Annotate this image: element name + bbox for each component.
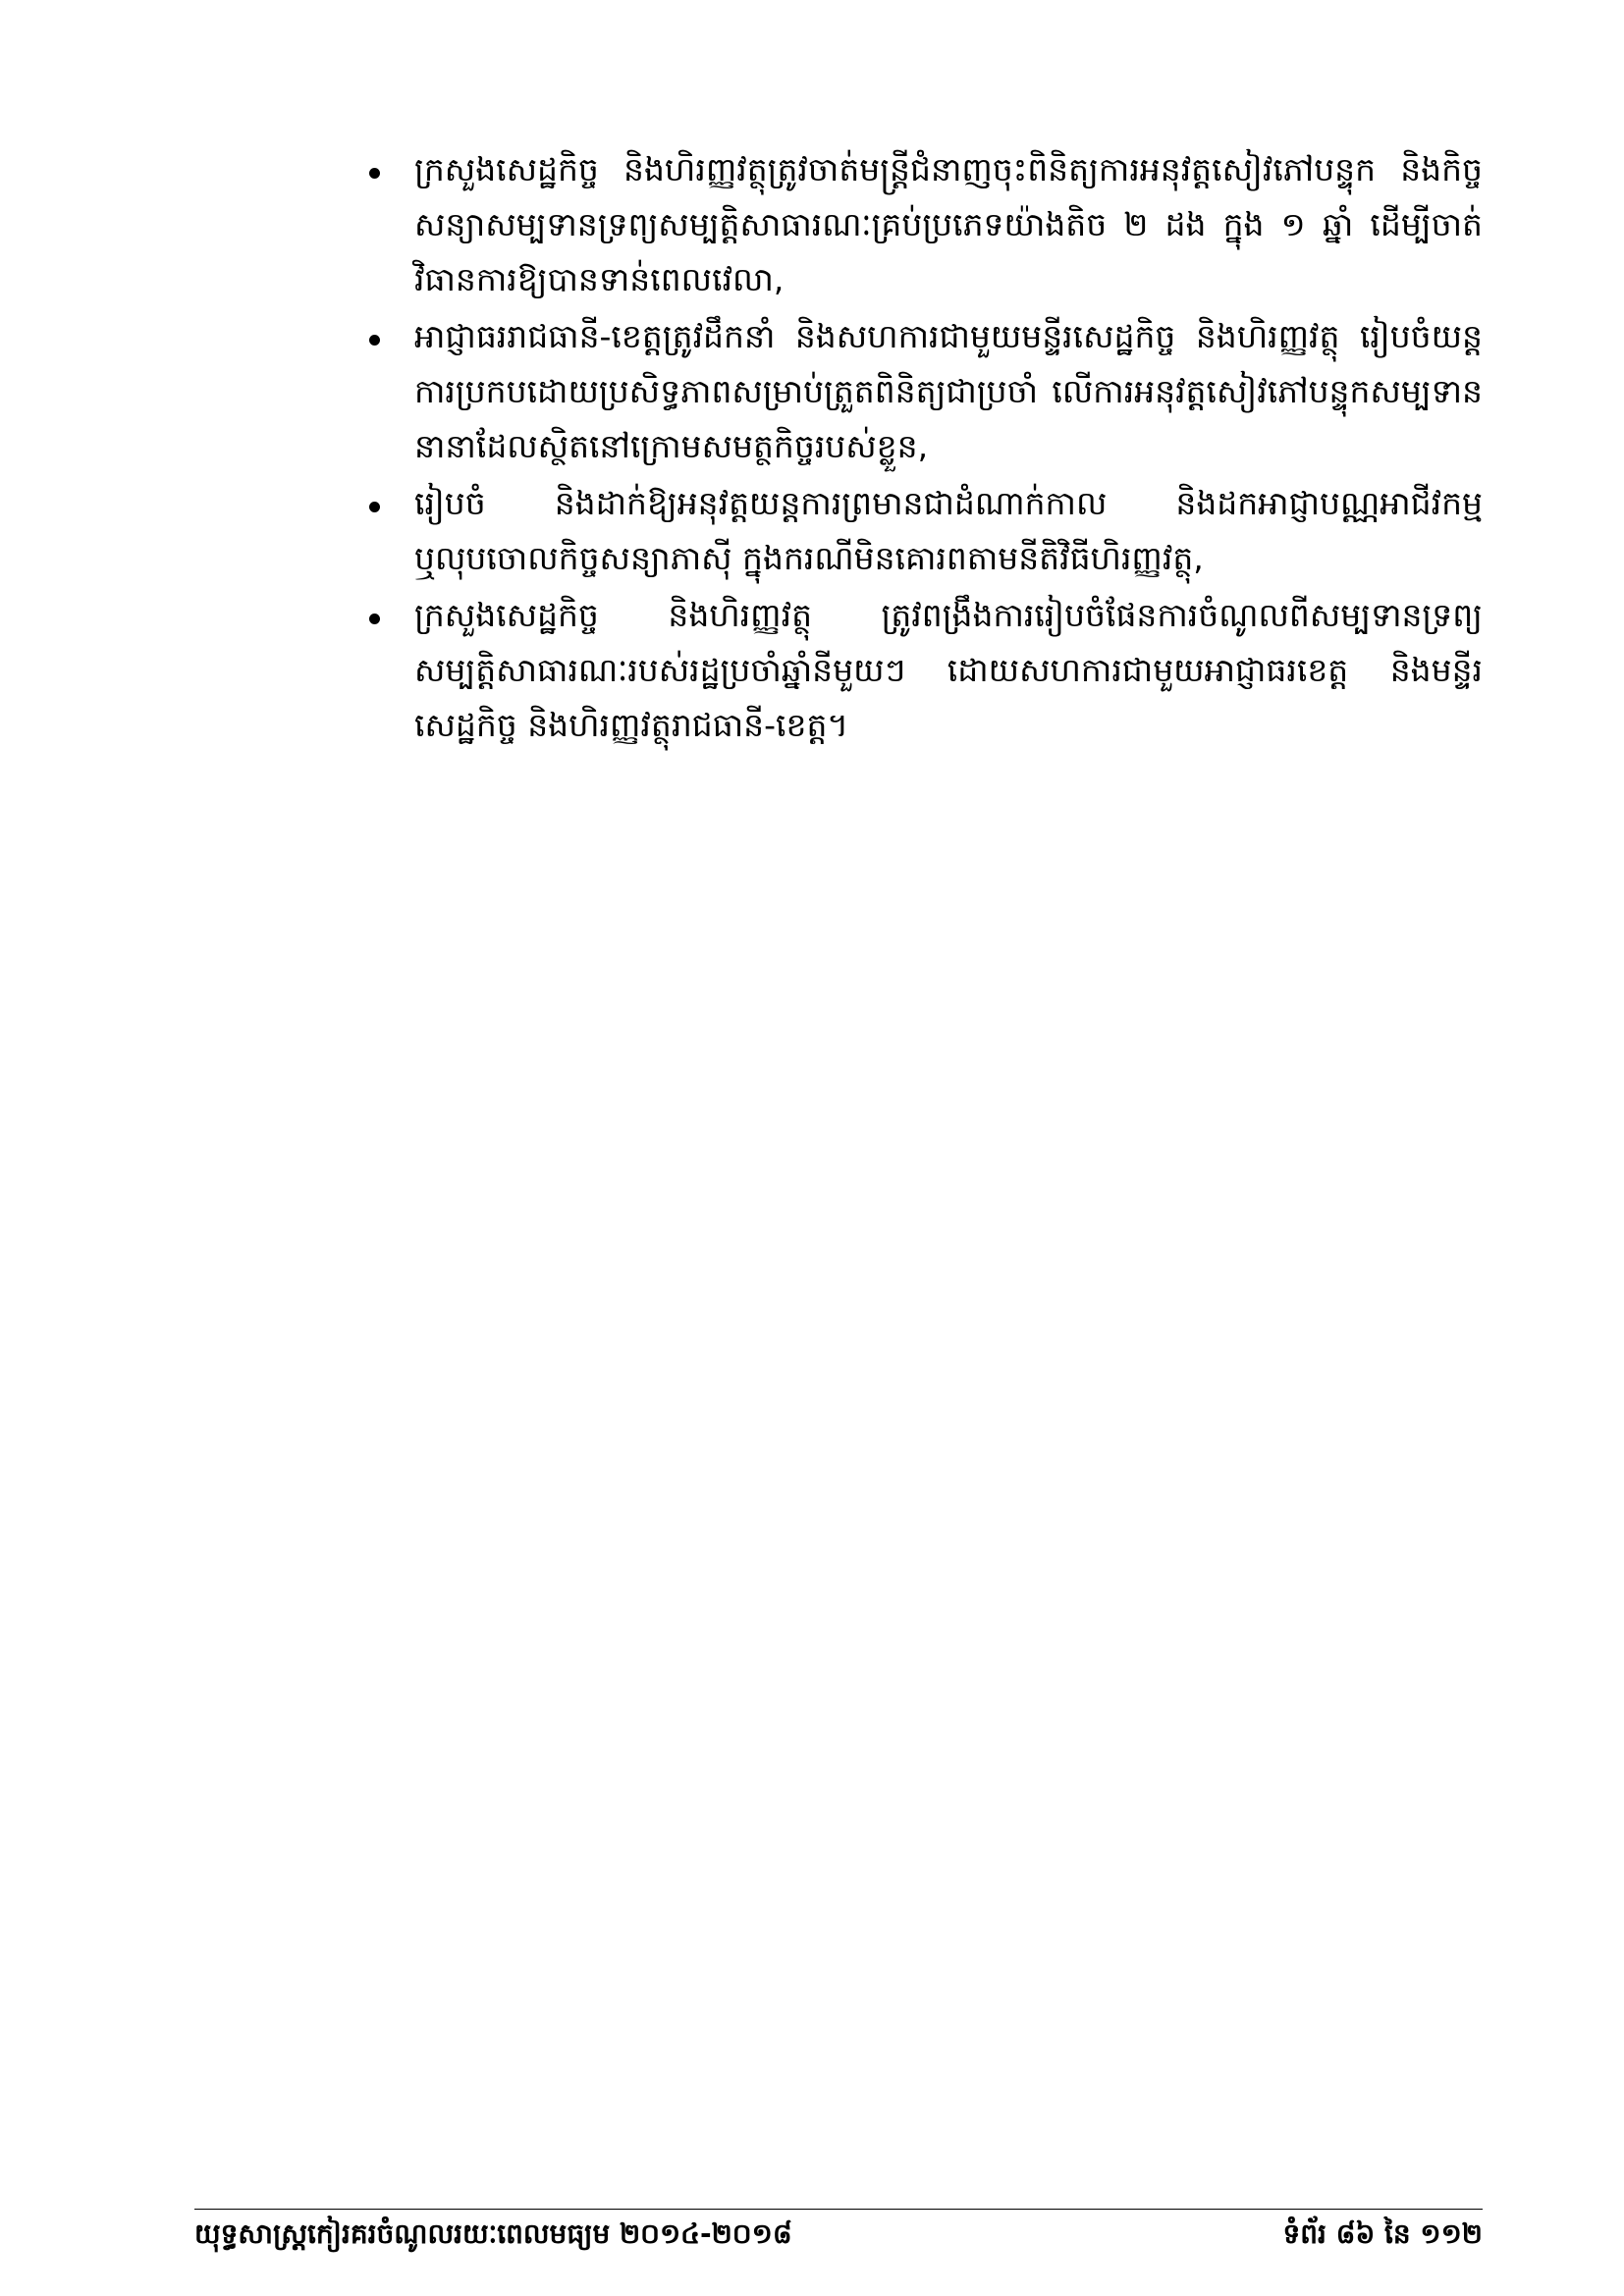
list-item <box>363 588 1483 753</box>
bullet-icon <box>369 502 380 512</box>
footer-divider <box>194 2209 1483 2210</box>
bullet-text: អាជ្ញាធររាជធានី-ខេត្តត្រូវដឹកនាំ និងសហការជាមួយមន្ទីរសេដ្ឋកិច្ច និងហិរញ្ញវត្ថុ រៀបចំយន្តការប្រកបដោយប្រសិទ្ធភាពសម្រាប់ត្រួតពិនិត្យជាប្រចាំ លើការអនុវត្តសៀវភៅបន្ទុកសម្បទាននានាដែលស្ថិតនៅក្រោមសមត្ថកិច្ចរបស់ខ្លួន, <box>414 317 1483 465</box>
footer-document-title: យុទ្ធសាស្ត្រកៀរគរចំណូលរយៈពេលមធ្យម ២០១៤-២០១៨ <box>194 2217 792 2250</box>
list-item <box>363 142 1483 307</box>
bullet-icon <box>369 614 380 624</box>
footer-page-number: ទំព័រ ៨៦ នៃ ១១២ <box>1282 2217 1483 2250</box>
bullet-icon <box>369 335 380 346</box>
bullet-icon <box>369 168 380 179</box>
list-item <box>363 309 1483 474</box>
bullet-text: ក្រសួងសេដ្ឋកិច្ច និងហិរញ្ញវត្ថុ ត្រូវពង្រឹងការរៀបចំផែនការចំណូលពីសម្បទានទ្រព្យសម្បត្តិសាធារណៈរបស់រដ្ឋប្រចាំឆ្នាំនីមួយៗ ដោយសហការជាមួយអាជ្ញាធរខេត្ត និងមន្ទីរសេដ្ឋកិច្ច និងហិរញ្ញវត្ថុរាជធានី-ខេត្ត។ <box>414 596 1483 744</box>
bullet-text: ក្រសួងសេដ្ឋកិច្ច និងហិរញ្ញវត្ថុត្រូវចាត់មន្ត្រីជំនាញចុះពិនិត្យការអនុវត្តសៀវភៅបន្ទុក និងកិច្ចសន្យាសម្បទានទ្រព្យសម្បត្តិសាធារណៈគ្រប់ប្រភេទយ៉ាងតិច ២ ដង ក្នុង ១ ឆ្នាំ ដើម្បីចាត់វិធានការឱ្យបានទាន់ពេលវេលា, <box>414 150 1483 298</box>
bullet-text: រៀបចំ និងដាក់ឱ្យអនុវត្តយន្តការព្រមានជាដំណាក់កាល និងដកអាជ្ញាបណ្ណអាជីវកម្ម ឬលុបចោលកិច្ចសន្យាភាស៊ី ក្នុងករណីមិនគោរពតាមនីតិវិធីហិរញ្ញវត្ថុ, <box>414 484 1483 577</box>
bullet-list <box>363 142 1483 755</box>
list-item <box>363 476 1483 586</box>
